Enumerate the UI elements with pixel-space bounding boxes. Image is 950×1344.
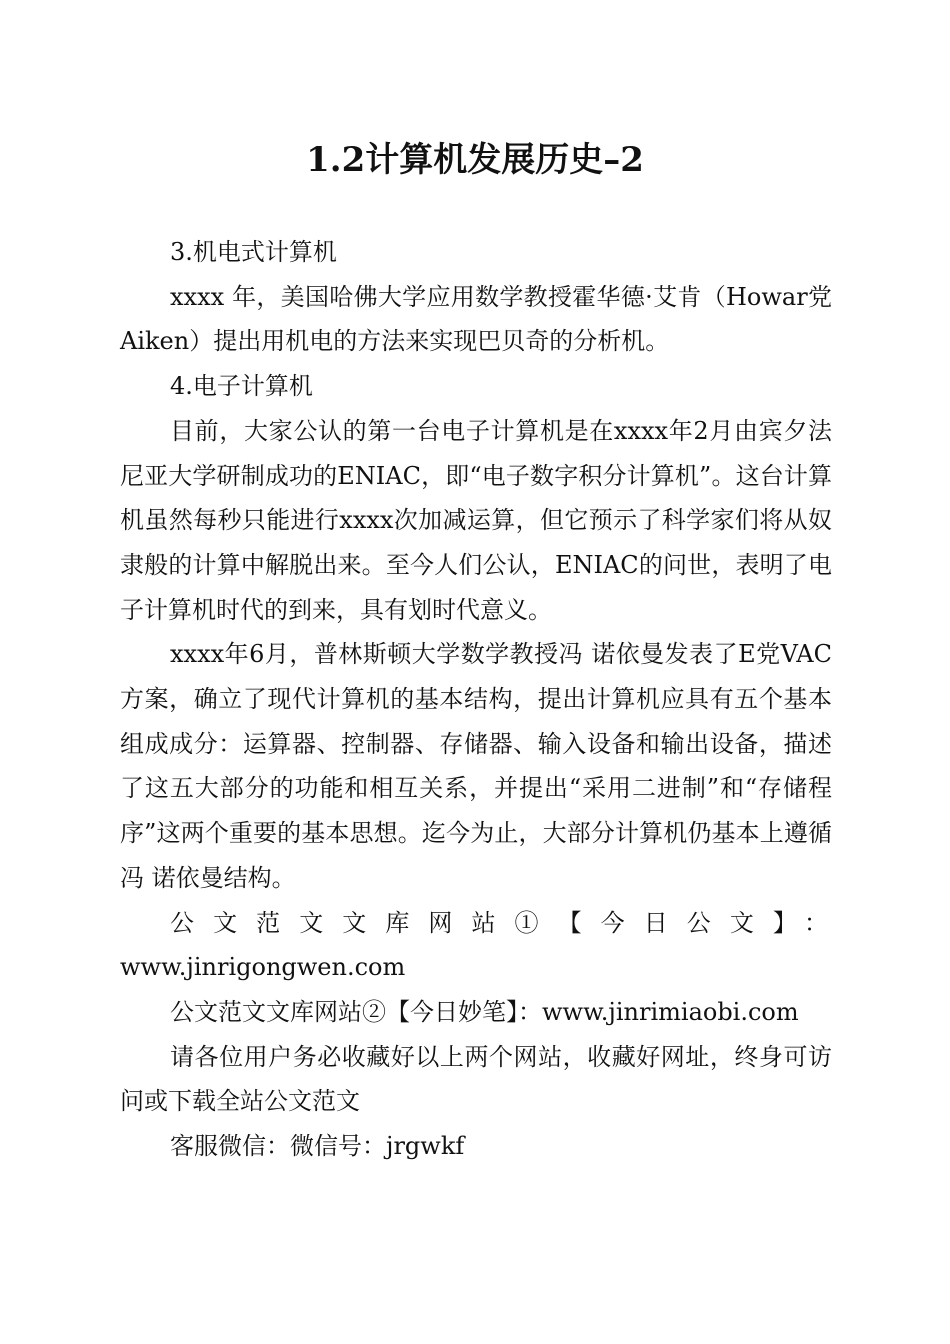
- wechat-line: 客服微信：微信号：jrgwkf: [170, 1132, 465, 1161]
- paragraph-aiken: xxxx 年，美国哈佛大学应用数学教授霍华德·艾肯（Howar党Aiken）提出用机电的方法来实现巴贝奇的分析机。: [120, 282, 832, 356]
- site2-line: 公文范文文库网站②【今日妙笔】：www.jinrimiaobi.com: [170, 997, 799, 1026]
- section-heading-electromechanical: 3.机电式计算机: [170, 238, 337, 266]
- site1-label: 公文范文文库网站①【今日公文】：: [170, 908, 832, 937]
- document-title: 1.2计算机发展历史–2: [306, 140, 644, 180]
- paragraph-von-neumann: xxxx年6月，普林斯顿大学数学教授冯 诺依曼发表了E党VAC方案，确立了现代计算机的基本结构，提出计算机应具有五个基本组成成分：运算器、控制器、存储器、输入设备和输出设备，描述了这五大部分的功能和相互关系，并提出“采用二进制”和“存储程序”这两个重要的基本思想。迄今为止，大部分计算机仍基本上遵循冯 诺依曼结构。: [120, 640, 832, 892]
- paragraph-eniac: 目前，大家公认的第一台电子计算机是在xxxx年2月由宾夕法尼亚大学研制成功的ENIAC，即“电子数字积分计算机”。这台计算机虽然每秒只能进行xxxx次加减运算，但它预示了科学家们将从奴隶般的计算中解脱出来。至今人们公认，ENIAC的问世，表明了电子计算机时代的到来，具有划时代意义。: [120, 416, 832, 624]
- site1-url: www.jinrigongwen.com: [120, 953, 406, 982]
- notice-paragraph: 请各位用户务必收藏好以上两个网站，收藏好网址，终身可访问或下载全站公文范文: [120, 1042, 832, 1116]
- document-body: [120, 230, 832, 1169]
- section-heading-electronic: 4.电子计算机: [170, 372, 313, 401]
